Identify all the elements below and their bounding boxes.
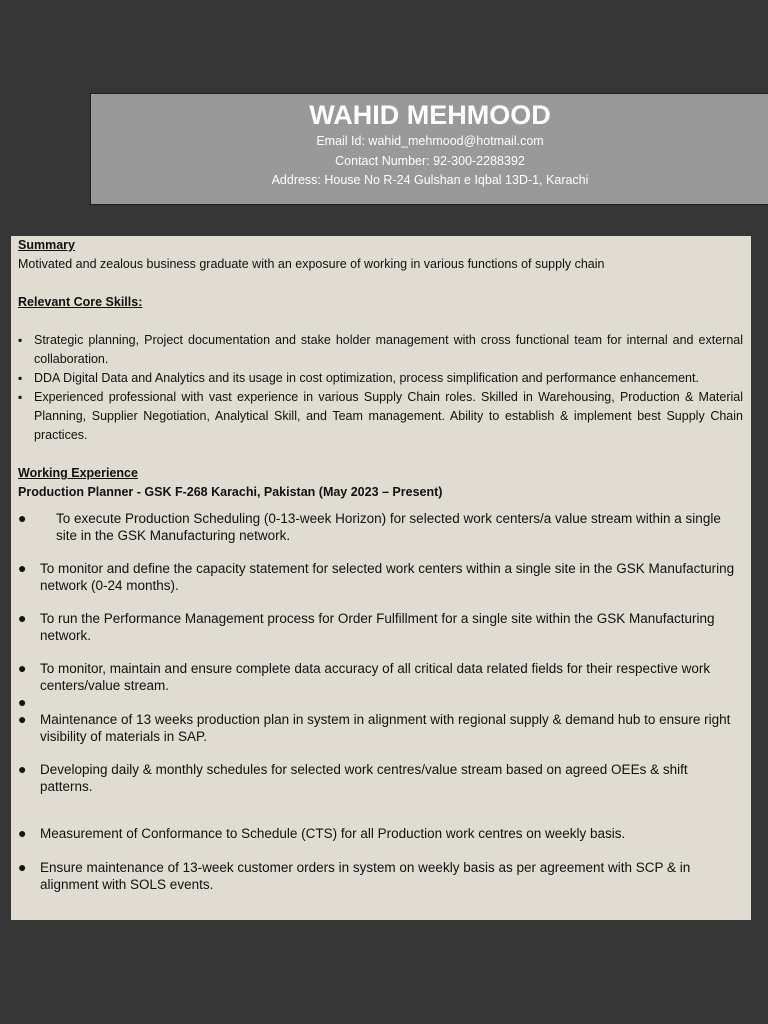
duty-item: ● Developing daily & monthly schedules for selected work centres/value stream based on agreed OEEs & shift patterns. — [18, 761, 688, 794]
bullet-icon: ● — [18, 560, 27, 576]
bullet-icon: ● — [18, 711, 27, 727]
email-line: Email Id: wahid_mehmood@hotmail.com — [316, 134, 544, 148]
job-title: Production Planner - GSK F-268 Karachi, Pakistan (May 2023 – Present) — [18, 485, 443, 499]
summary-heading: Summary — [18, 238, 75, 252]
skills-list — [18, 331, 743, 445]
duty-item: ● To run the Performance Management process for Order Fulfillment for a single site within the GSK Manufacturing network. — [18, 610, 715, 643]
duties-list — [18, 510, 743, 893]
resume-header — [90, 93, 768, 205]
skill-item: ▪ DDA Digital Data and Analytics and its usage in cost optimization, process simplification and performance enhancement. — [18, 369, 743, 388]
duty-item: ● Maintenance of 13 weeks production plan in system in alignment with regional supply & demand hub to ensure right visibility of materials in SAP. — [18, 711, 731, 744]
bullet-icon: ● — [18, 694, 27, 710]
bullet-icon: ● — [18, 859, 27, 875]
bullet-icon: ● — [18, 761, 27, 777]
duty-item: ● Ensure maintenance of 13-week customer orders in system on weekly basis as per agreement with SCP & in alignment with SOLS events. — [18, 859, 691, 892]
skills-heading: Relevant Core Skills: — [18, 295, 143, 309]
resume-body — [11, 236, 751, 920]
address-line: Address: House No R-24 Gulshan e Iqbal 13D-1, Karachi — [271, 173, 589, 187]
bullet-icon: ● — [18, 660, 27, 676]
duty-item: ● To monitor, maintain and ensure complete data accuracy of all critical data related fields for their respective work centers/value stream. — [18, 660, 711, 693]
bullet-icon: ● — [18, 610, 27, 626]
experience-heading: Working Experience — [18, 466, 138, 480]
skill-item: ▪ Strategic planning, Project documentation and stake holder management with cross functional team for internal and external collaboration. — [18, 331, 743, 369]
duty-item: ● Measurement of Conformance to Schedule (CTS) for all Production work centres on weekly basis. — [18, 825, 626, 841]
duty-item — [18, 694, 743, 711]
skill-item: ▪ Experienced professional with vast experience in various Supply Chain roles. Skilled in Warehousing, Production & Material Planning, Supplier Negotiation, Analytical Skill, and Team management. Ability to establish & implement best Supply Chain practices. — [18, 388, 743, 445]
summary-text: Motivated and zealous business graduate with an exposure of working in various functions of supply chain — [18, 257, 605, 271]
duty-item: ● To execute Production Scheduling (0-13-week Horizon) for selected work centers/a value stream within a single site in the GSK Manufacturing network. — [18, 510, 721, 543]
duty-item: ● To monitor and define the capacity statement for selected work centers within a single site in the GSK Manufacturing network (0-24 months). — [18, 560, 735, 593]
bullet-icon: ● — [18, 510, 27, 526]
contact-number-line: Contact Number: 92-300-2288392 — [335, 153, 525, 168]
candidate-name: WAHID MEHMOOD — [309, 100, 551, 130]
bullet-icon: ● — [18, 825, 27, 841]
